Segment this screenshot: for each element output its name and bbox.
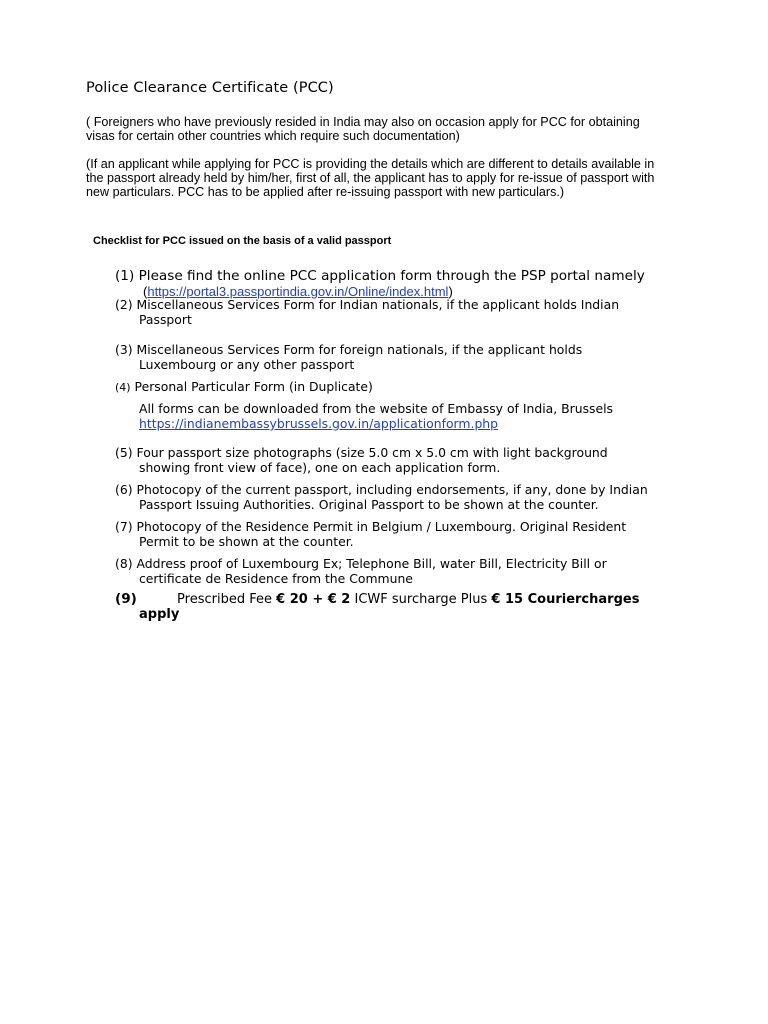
foreigners-note	[86, 115, 696, 143]
checklist-heading: Checklist for PCC issued on the basis of a valid passport	[93, 235, 392, 247]
item-9-label: Prescribed Fee	[177, 592, 272, 607]
checklist-item-2	[115, 297, 619, 327]
item-6-text-line-2: Passport Issuing Authorities. Original Passport to be shown at the counter.	[139, 497, 599, 512]
checklist-item-9	[115, 592, 639, 622]
embassy-forms-link[interactable]: https://indianembassybrussels.gov.in/applicationform.php	[139, 416, 499, 431]
checklist-item-1	[115, 268, 645, 300]
checklist-item-4	[115, 379, 373, 395]
checklist-item-5	[115, 445, 608, 475]
item-5-text-line-2: showing front view of face), one on each application form.	[139, 460, 501, 475]
item-7-text: Photocopy of the Residence Permit in Belgium / Luxembourg. Original Resident	[136, 519, 627, 534]
checklist-item-3	[115, 342, 582, 372]
psp-portal-link[interactable]: https://portal3.passportindia.gov.in/Online/index.html	[147, 284, 449, 299]
item-9-text-line-2: apply	[139, 607, 180, 622]
item-1-text: Please find the online PCC application form through the PSP portal namely	[138, 268, 645, 284]
item-8-text: Address proof of Luxembourg Ex; Telephone Bill, water Bill, Electricity Bill or	[136, 556, 607, 571]
item-4-text: Personal Particular Form (in Duplicate)	[134, 379, 373, 394]
item-2-text-line-2: Passport	[139, 312, 192, 327]
foreigners-note-line-2: visas for certain other countries which require such documentation)	[86, 129, 460, 143]
item-1-url-suffix: )	[448, 284, 453, 299]
item-4-number: (4)	[115, 381, 131, 394]
item-9-courier: € 15 Courier	[491, 592, 582, 607]
item-1-number: (1)	[115, 268, 135, 284]
item-9-charges: charges	[581, 592, 640, 607]
item-8-number: (8)	[115, 556, 133, 571]
item-9-fee: € 20 + € 2	[276, 592, 351, 607]
different-details-note-line-2: the passport already held by him/her, first of all, the applicant has to apply for re-issue of passport with	[86, 171, 655, 185]
item-7-number: (7)	[115, 519, 133, 534]
different-details-note-line-1: (If an applicant while applying for PCC is providing the details which are different to details available in	[86, 157, 655, 171]
forms-download-text: All forms can be downloaded from the website of Embassy of India, Brussels	[139, 401, 614, 416]
document-title: Police Clearance Certificate (PCC)	[86, 80, 334, 96]
item-3-number: (3)	[115, 342, 133, 357]
foreigners-note-line-1: ( Foreigners who have previously resided in India may also on occasion apply for PCC for obtaining	[86, 115, 640, 129]
item-5-number: (5)	[115, 445, 133, 460]
item-2-number: (2)	[115, 297, 133, 312]
item-8-text-line-2: certificate de Residence from the Commune	[139, 571, 413, 586]
item-5-text: Four passport size photographs (size 5.0 cm x 5.0 cm with light background	[136, 445, 608, 460]
checklist-item-6	[115, 482, 648, 512]
item-3-text: Miscellaneous Services Form for foreign nationals, if the applicant holds	[136, 342, 583, 357]
item-7-text-line-2: Permit to be shown at the counter.	[139, 534, 354, 549]
different-details-note	[86, 157, 696, 199]
item-3-text-line-2: Luxembourg or any other passport	[139, 357, 355, 372]
different-details-note-line-3: new particulars. PCC has to be applied after re-issuing passport with new particulars.)	[86, 185, 565, 199]
forms-download-note	[115, 401, 613, 431]
item-6-number: (6)	[115, 482, 133, 497]
item-9-number: (9)	[115, 591, 137, 607]
checklist-item-8	[115, 556, 607, 586]
item-6-text: Photocopy of the current passport, including endorsements, if any, done by Indian	[136, 482, 648, 497]
item-9-mid: ICWF surcharge Plus	[354, 592, 488, 607]
checklist-item-7	[115, 519, 626, 549]
item-2-text: Miscellaneous Services Form for Indian nationals, if the applicant holds Indian	[136, 297, 620, 312]
item-1-url-prefix: (	[143, 284, 148, 299]
